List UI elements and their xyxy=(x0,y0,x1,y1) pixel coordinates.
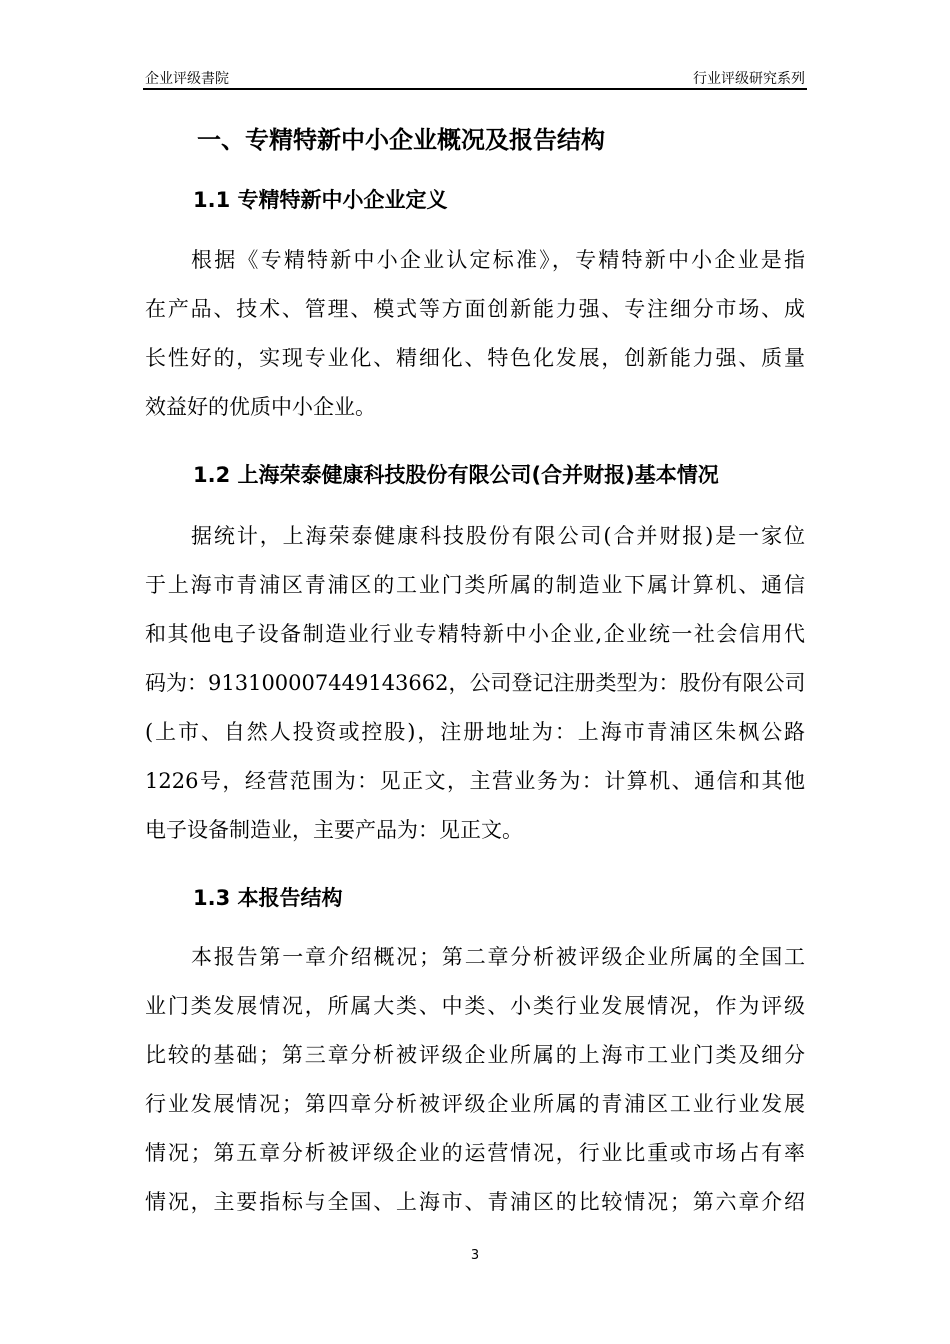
section-heading-1-3: 1.3 本报告结构 xyxy=(193,886,343,910)
text-line: 在产品、技术、管理、模式等方面创新能力强、专注细分市场、成 xyxy=(145,297,805,321)
text-line: 于上海市青浦区青浦区的工业门类所属的制造业下属计算机、通信 xyxy=(145,573,805,597)
section-heading-1-1: 1.1 专精特新中小企业定义 xyxy=(193,188,448,212)
section-heading-1-2: 1.2 上海荣泰健康科技股份有限公司(合并财报)基本情况 xyxy=(193,463,719,487)
text-line: 行业发展情况；第四章分析被评级企业所属的青浦区工业行业发展 xyxy=(145,1092,805,1116)
text-line: 根据《专精特新中小企业认定标准》，专精特新中小企业是指 xyxy=(191,248,805,272)
page-number: 3 xyxy=(470,1248,480,1263)
header-rule xyxy=(143,88,807,90)
header-left: 企业评级書院 xyxy=(145,71,229,87)
text-line: 1226号，经营范围为：见正文，主营业务为：计算机、通信和其他 xyxy=(145,769,805,793)
text-line: 比较的基础；第三章分析被评级企业所属的上海市工业门类及细分 xyxy=(145,1043,805,1067)
text-line: 码为：913100007449143662，公司登记注册类型为：股份有限公司 xyxy=(145,671,806,695)
text-line: 业门类发展情况，所属大类、中类、小类行业发展情况，作为评级 xyxy=(145,994,805,1018)
text-line: 据统计，上海荣泰健康科技股份有限公司(合并财报)是一家位 xyxy=(191,524,805,548)
text-line: 情况；第五章分析被评级企业的运营情况，行业比重或市场占有率 xyxy=(145,1141,805,1165)
header-right: 行业评级研究系列 xyxy=(693,71,805,87)
paragraph-1-3 xyxy=(145,933,805,1227)
text-line: 和其他电子设备制造业行业专精特新中小企业,企业统一社会信用代 xyxy=(145,622,805,646)
text-line: 效益好的优质中小企业。 xyxy=(145,395,376,419)
text-line: 长性好的，实现专业化、精细化、特色化发展，创新能力强、质量 xyxy=(145,346,805,370)
text-line: (上市、自然人投资或控股)，注册地址为：上海市青浦区朱枫公路 xyxy=(145,720,805,744)
text-line: 电子设备制造业，主要产品为：见正文。 xyxy=(145,818,523,842)
paragraph-1-2 xyxy=(145,512,805,855)
text-line: 本报告第一章介绍概况；第二章分析被评级企业所属的全国工 xyxy=(191,945,805,969)
text-line: 情况，主要指标与全国、上海市、青浦区的比较情况；第六章介绍 xyxy=(145,1190,805,1214)
chapter-title: 一、专精特新中小企业概况及报告结构 xyxy=(197,126,605,154)
paragraph-1-1 xyxy=(145,236,805,432)
